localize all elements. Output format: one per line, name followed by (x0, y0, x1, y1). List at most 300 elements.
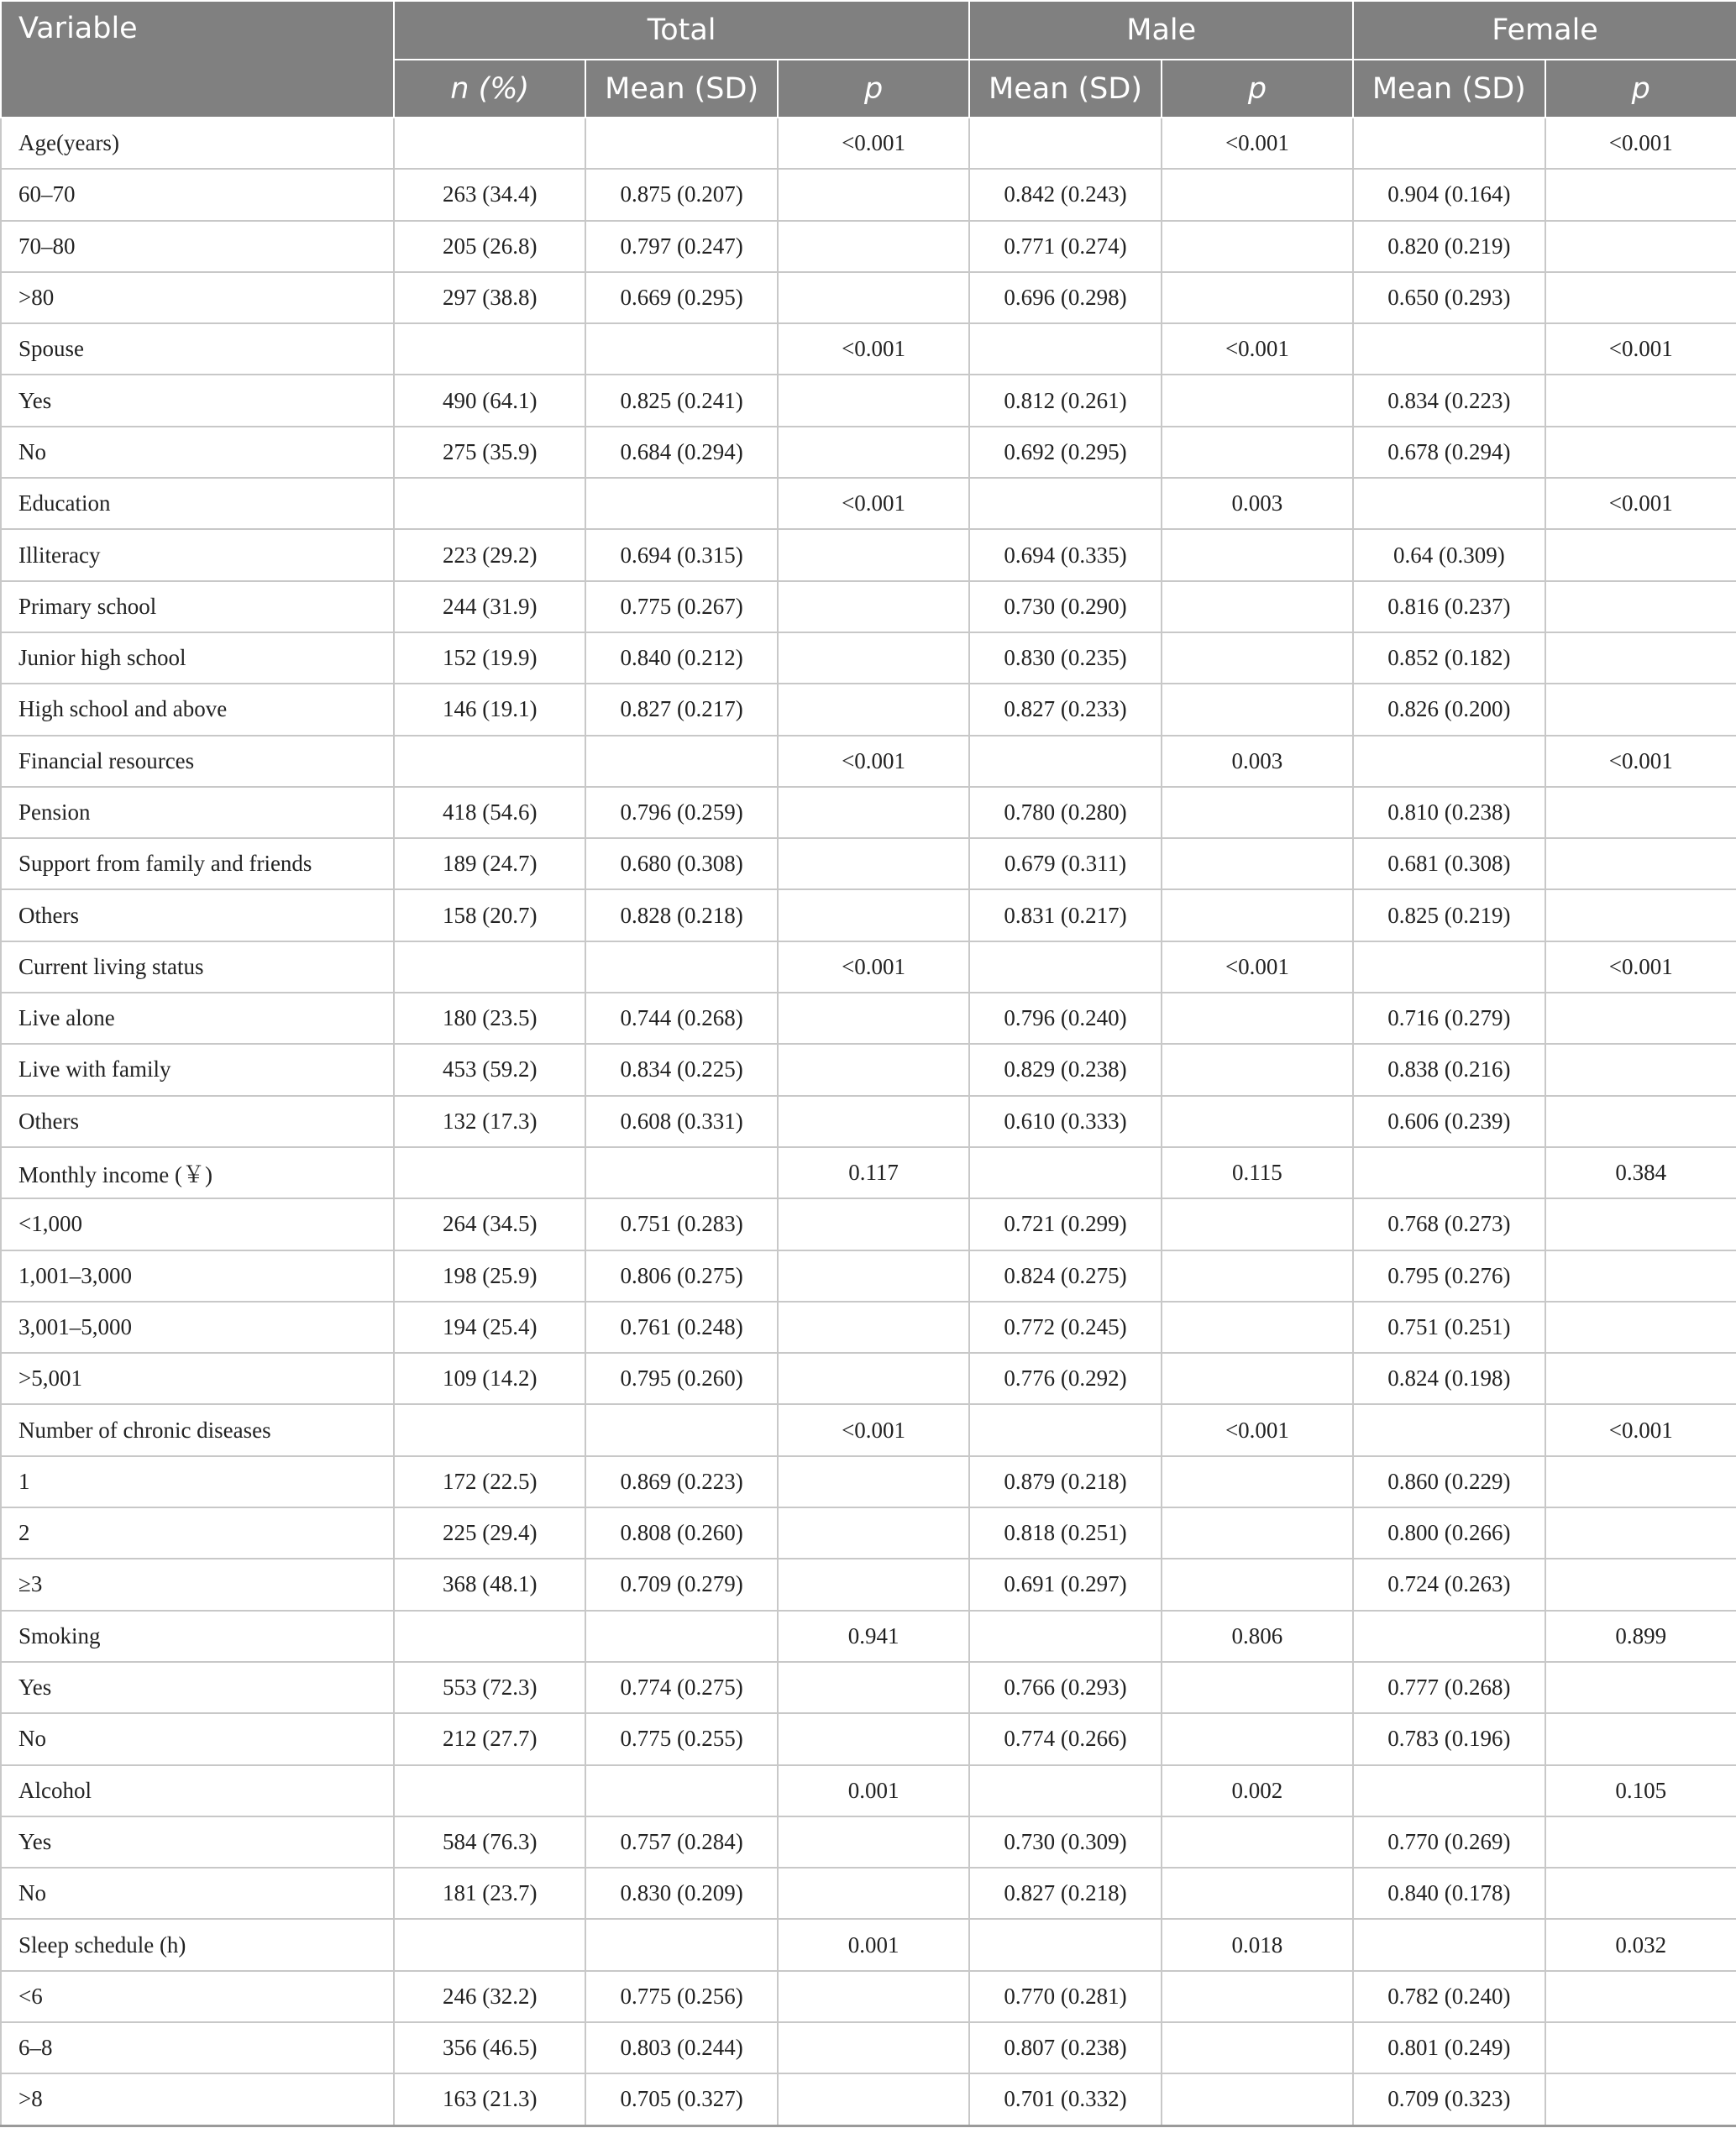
variable-cell: 60–70 (1, 169, 394, 220)
female-p-cell (1545, 1971, 1736, 2022)
female-mean-sd-cell: 0.860 (0.229) (1353, 1456, 1545, 1507)
female-p-cell (1545, 272, 1736, 323)
male-mean-sd-cell: 0.879 (0.218) (969, 1456, 1161, 1507)
female-p-cell (1545, 581, 1736, 632)
total-p-cell (778, 787, 969, 838)
female-p-cell (1545, 889, 1736, 941)
total-p-cell (778, 581, 969, 632)
subheader-n-percent: n (%) (394, 60, 585, 118)
table-row (1, 1456, 1736, 1507)
variable-cell: High school and above (1, 684, 394, 735)
total-mean-sd-cell: 0.751 (0.283) (585, 1198, 777, 1250)
variable-cell: <6 (1, 1971, 394, 2022)
female-mean-sd-cell (1353, 1147, 1545, 1198)
female-mean-sd-cell: 0.826 (0.200) (1353, 684, 1545, 735)
male-p-cell (1162, 427, 1353, 478)
female-p-cell: <0.001 (1545, 323, 1736, 375)
table-row (1, 375, 1736, 426)
table-row (1, 684, 1736, 735)
variable-cell: Junior high school (1, 632, 394, 684)
variable-cell: Illiteracy (1, 529, 394, 580)
total-p-cell (778, 889, 969, 941)
female-p-cell (1545, 1507, 1736, 1559)
variable-cell: Primary school (1, 581, 394, 632)
total-p-cell: 0.001 (778, 1765, 969, 1816)
n-percent-cell: 198 (25.9) (394, 1250, 585, 1302)
female-mean-sd-cell: 0.768 (0.273) (1353, 1198, 1545, 1250)
female-mean-sd-cell: 0.64 (0.309) (1353, 529, 1545, 580)
female-mean-sd-cell: 0.820 (0.219) (1353, 221, 1545, 272)
female-group-header: Female (1353, 1, 1736, 60)
variable-cell: 2 (1, 1507, 394, 1559)
female-p-cell (1545, 221, 1736, 272)
male-mean-sd-cell: 0.770 (0.281) (969, 1971, 1161, 2022)
female-p-cell (1545, 529, 1736, 580)
male-mean-sd-cell: 0.812 (0.261) (969, 375, 1161, 426)
male-p-cell (1162, 1096, 1353, 1147)
female-p-cell: 0.384 (1545, 1147, 1736, 1198)
female-mean-sd-cell: 0.716 (0.279) (1353, 993, 1545, 1044)
male-p-cell (1162, 1456, 1353, 1507)
total-mean-sd-cell: 0.795 (0.260) (585, 1353, 777, 1404)
subheader-female-mean-sd: Mean (SD) (1353, 60, 1545, 118)
female-mean-sd-cell: 0.904 (0.164) (1353, 169, 1545, 220)
total-mean-sd-cell (585, 1765, 777, 1816)
n-percent-cell: 264 (34.5) (394, 1198, 585, 1250)
female-p-cell (1545, 1816, 1736, 1868)
total-p-cell: <0.001 (778, 1404, 969, 1455)
female-mean-sd-cell (1353, 118, 1545, 169)
total-mean-sd-cell: 0.796 (0.259) (585, 787, 777, 838)
male-mean-sd-cell: 0.807 (0.238) (969, 2022, 1161, 2073)
total-p-cell (778, 427, 969, 478)
female-p-cell (1545, 1456, 1736, 1507)
variable-column-header: Variable (1, 1, 394, 118)
female-mean-sd-cell: 0.800 (0.266) (1353, 1507, 1545, 1559)
total-mean-sd-cell (585, 941, 777, 993)
female-p-cell: <0.001 (1545, 736, 1736, 787)
variable-cell: Live with family (1, 1044, 394, 1095)
total-p-cell (778, 1250, 969, 1302)
n-percent-cell: 180 (23.5) (394, 993, 585, 1044)
male-p-cell (1162, 787, 1353, 838)
male-mean-sd-cell: 0.679 (0.311) (969, 838, 1161, 889)
total-p-cell (778, 1971, 969, 2022)
n-percent-cell (394, 941, 585, 993)
male-mean-sd-cell (969, 1611, 1161, 1662)
n-percent-cell (394, 1919, 585, 1970)
table-row (1, 118, 1736, 169)
variable-cell: >80 (1, 272, 394, 323)
male-mean-sd-cell: 0.691 (0.297) (969, 1559, 1161, 1610)
male-mean-sd-cell: 0.774 (0.266) (969, 1713, 1161, 1764)
variable-cell: Number of chronic diseases (1, 1404, 394, 1455)
female-mean-sd-cell: 0.825 (0.219) (1353, 889, 1545, 941)
male-p-cell (1162, 684, 1353, 735)
total-mean-sd-cell: 0.709 (0.279) (585, 1559, 777, 1610)
n-percent-cell (394, 1611, 585, 1662)
female-p-cell (1545, 1250, 1736, 1302)
variable-cell: <1,000 (1, 1198, 394, 1250)
female-p-cell: <0.001 (1545, 941, 1736, 993)
male-mean-sd-cell: 0.730 (0.290) (969, 581, 1161, 632)
female-p-cell (1545, 787, 1736, 838)
total-mean-sd-cell: 0.869 (0.223) (585, 1456, 777, 1507)
female-p-cell (1545, 1713, 1736, 1764)
total-mean-sd-cell (585, 118, 777, 169)
female-p-cell: <0.001 (1545, 1404, 1736, 1455)
total-mean-sd-cell (585, 1147, 777, 1198)
total-mean-sd-cell (585, 478, 777, 529)
n-percent-cell: 146 (19.1) (394, 684, 585, 735)
female-p-cell (1545, 2022, 1736, 2073)
table-row (1, 1250, 1736, 1302)
female-p-cell: 0.899 (1545, 1611, 1736, 1662)
female-mean-sd-cell (1353, 478, 1545, 529)
total-mean-sd-cell: 0.827 (0.217) (585, 684, 777, 735)
female-mean-sd-cell: 0.816 (0.237) (1353, 581, 1545, 632)
variable-cell: 1,001–3,000 (1, 1250, 394, 1302)
total-p-cell: <0.001 (778, 118, 969, 169)
n-percent-cell: 297 (38.8) (394, 272, 585, 323)
table-row (1, 838, 1736, 889)
n-percent-cell: 263 (34.4) (394, 169, 585, 220)
variable-cell: >5,001 (1, 1353, 394, 1404)
female-mean-sd-cell: 0.824 (0.198) (1353, 1353, 1545, 1404)
total-mean-sd-cell: 0.775 (0.267) (585, 581, 777, 632)
female-mean-sd-cell: 0.606 (0.239) (1353, 1096, 1545, 1147)
male-p-cell: <0.001 (1162, 118, 1353, 169)
total-p-cell (778, 2073, 969, 2125)
male-mean-sd-cell (969, 118, 1161, 169)
n-percent-cell: 223 (29.2) (394, 529, 585, 580)
total-mean-sd-cell: 0.875 (0.207) (585, 169, 777, 220)
female-p-cell (1545, 1662, 1736, 1713)
male-p-cell (1162, 632, 1353, 684)
total-mean-sd-cell: 0.694 (0.315) (585, 529, 777, 580)
total-mean-sd-cell: 0.775 (0.255) (585, 1713, 777, 1764)
female-p-cell (1545, 427, 1736, 478)
total-p-cell (778, 1662, 969, 1713)
female-mean-sd-cell: 0.678 (0.294) (1353, 427, 1545, 478)
female-mean-sd-cell: 0.783 (0.196) (1353, 1713, 1545, 1764)
table-body (1, 118, 1736, 2125)
total-p-cell (778, 1559, 969, 1610)
male-p-cell (1162, 581, 1353, 632)
male-mean-sd-cell: 0.830 (0.235) (969, 632, 1161, 684)
female-mean-sd-cell: 0.724 (0.263) (1353, 1559, 1545, 1610)
n-percent-cell (394, 1147, 585, 1198)
female-mean-sd-cell: 0.709 (0.323) (1353, 2073, 1545, 2125)
table-row (1, 736, 1736, 787)
male-p-cell: 0.018 (1162, 1919, 1353, 1970)
total-p-cell (778, 221, 969, 272)
male-p-cell (1162, 1302, 1353, 1353)
female-mean-sd-cell: 0.777 (0.268) (1353, 1662, 1545, 1713)
total-mean-sd-cell: 0.684 (0.294) (585, 427, 777, 478)
male-p-cell (1162, 1662, 1353, 1713)
total-mean-sd-cell: 0.757 (0.284) (585, 1816, 777, 1868)
total-p-cell (778, 2022, 969, 2073)
total-mean-sd-cell: 0.680 (0.308) (585, 838, 777, 889)
total-mean-sd-cell (585, 323, 777, 375)
n-percent-cell: 109 (14.2) (394, 1353, 585, 1404)
total-p-cell (778, 1353, 969, 1404)
female-p-cell: 0.032 (1545, 1919, 1736, 1970)
female-mean-sd-cell: 0.838 (0.216) (1353, 1044, 1545, 1095)
table-row (1, 1198, 1736, 1250)
n-percent-cell: 453 (59.2) (394, 1044, 585, 1095)
total-mean-sd-cell: 0.825 (0.241) (585, 375, 777, 426)
variable-cell: Yes (1, 375, 394, 426)
total-mean-sd-cell: 0.830 (0.209) (585, 1868, 777, 1919)
male-p-cell (1162, 889, 1353, 941)
total-p-cell: 0.117 (778, 1147, 969, 1198)
table-row (1, 1044, 1736, 1095)
n-percent-cell (394, 736, 585, 787)
table-row (1, 1868, 1736, 1919)
table-row (1, 478, 1736, 529)
male-mean-sd-cell: 0.827 (0.218) (969, 1868, 1161, 1919)
male-mean-sd-cell: 0.824 (0.275) (969, 1250, 1161, 1302)
male-p-cell (1162, 1198, 1353, 1250)
table-row (1, 221, 1736, 272)
total-p-cell (778, 375, 969, 426)
variable-cell: Yes (1, 1816, 394, 1868)
male-mean-sd-cell (969, 736, 1161, 787)
total-p-cell (778, 1096, 969, 1147)
total-mean-sd-cell: 0.608 (0.331) (585, 1096, 777, 1147)
male-mean-sd-cell (969, 478, 1161, 529)
male-mean-sd-cell: 0.696 (0.298) (969, 272, 1161, 323)
variable-cell: ≥3 (1, 1559, 394, 1610)
female-mean-sd-cell: 0.650 (0.293) (1353, 272, 1545, 323)
total-group-header: Total (394, 1, 969, 60)
female-p-cell (1545, 1302, 1736, 1353)
male-mean-sd-cell (969, 1147, 1161, 1198)
variable-cell: Others (1, 889, 394, 941)
subheader-male-p: p (1162, 60, 1353, 118)
male-mean-sd-cell: 0.818 (0.251) (969, 1507, 1161, 1559)
male-mean-sd-cell: 0.694 (0.335) (969, 529, 1161, 580)
table-row (1, 1713, 1736, 1764)
n-percent-cell: 356 (46.5) (394, 2022, 585, 2073)
table-row (1, 1353, 1736, 1404)
n-percent-cell (394, 118, 585, 169)
male-p-cell (1162, 221, 1353, 272)
total-p-cell: 0.001 (778, 1919, 969, 1970)
variable-cell: Alcohol (1, 1765, 394, 1816)
male-p-cell (1162, 1353, 1353, 1404)
n-percent-cell: 275 (35.9) (394, 427, 585, 478)
female-mean-sd-cell: 0.834 (0.223) (1353, 375, 1545, 426)
table-row (1, 1611, 1736, 1662)
female-mean-sd-cell (1353, 1611, 1545, 1662)
n-percent-cell: 194 (25.4) (394, 1302, 585, 1353)
female-p-cell: 0.105 (1545, 1765, 1736, 1816)
male-p-cell (1162, 1713, 1353, 1764)
male-mean-sd-cell (969, 1919, 1161, 1970)
male-p-cell (1162, 1507, 1353, 1559)
female-p-cell: <0.001 (1545, 118, 1736, 169)
female-mean-sd-cell (1353, 1919, 1545, 1970)
table-row (1, 1816, 1736, 1868)
female-p-cell (1545, 1096, 1736, 1147)
female-p-cell (1545, 1198, 1736, 1250)
total-p-cell: <0.001 (778, 941, 969, 993)
n-percent-cell: 246 (32.2) (394, 1971, 585, 2022)
female-p-cell (1545, 1868, 1736, 1919)
variable-cell: Others (1, 1096, 394, 1147)
female-p-cell (1545, 993, 1736, 1044)
male-mean-sd-cell: 0.701 (0.332) (969, 2073, 1161, 2125)
total-p-cell (778, 1198, 969, 1250)
total-p-cell: 0.941 (778, 1611, 969, 1662)
table-row (1, 1662, 1736, 1713)
n-percent-cell: 205 (26.8) (394, 221, 585, 272)
total-p-cell (778, 838, 969, 889)
male-mean-sd-cell: 0.692 (0.295) (969, 427, 1161, 478)
n-percent-cell: 584 (76.3) (394, 1816, 585, 1868)
female-mean-sd-cell: 0.852 (0.182) (1353, 632, 1545, 684)
total-p-cell (778, 1868, 969, 1919)
n-percent-cell (394, 1765, 585, 1816)
male-mean-sd-cell (969, 323, 1161, 375)
female-mean-sd-cell (1353, 941, 1545, 993)
male-p-cell: 0.003 (1162, 736, 1353, 787)
female-p-cell: <0.001 (1545, 478, 1736, 529)
table-row (1, 1559, 1736, 1610)
table-row (1, 581, 1736, 632)
total-p-cell (778, 1456, 969, 1507)
male-p-cell: <0.001 (1162, 1404, 1353, 1455)
table-row (1, 787, 1736, 838)
female-p-cell (1545, 2073, 1736, 2125)
variable-cell: Education (1, 478, 394, 529)
male-p-cell (1162, 1250, 1353, 1302)
male-p-cell (1162, 375, 1353, 426)
male-mean-sd-cell: 0.827 (0.233) (969, 684, 1161, 735)
total-p-cell (778, 529, 969, 580)
total-mean-sd-cell: 0.797 (0.247) (585, 221, 777, 272)
n-percent-cell: 368 (48.1) (394, 1559, 585, 1610)
female-p-cell (1545, 684, 1736, 735)
male-p-cell (1162, 1559, 1353, 1610)
female-mean-sd-cell: 0.782 (0.240) (1353, 1971, 1545, 2022)
total-mean-sd-cell (585, 1919, 777, 1970)
male-p-cell: 0.115 (1162, 1147, 1353, 1198)
table-row (1, 169, 1736, 220)
total-p-cell (778, 1816, 969, 1868)
male-p-cell: 0.806 (1162, 1611, 1353, 1662)
variable-cell: Support from family and friends (1, 838, 394, 889)
male-p-cell: 0.002 (1162, 1765, 1353, 1816)
female-mean-sd-cell: 0.795 (0.276) (1353, 1250, 1545, 1302)
male-mean-sd-cell: 0.842 (0.243) (969, 169, 1161, 220)
female-p-cell (1545, 1044, 1736, 1095)
female-mean-sd-cell: 0.770 (0.269) (1353, 1816, 1545, 1868)
total-mean-sd-cell (585, 736, 777, 787)
n-percent-cell: 490 (64.1) (394, 375, 585, 426)
total-mean-sd-cell: 0.761 (0.248) (585, 1302, 777, 1353)
variable-cell: 3,001–5,000 (1, 1302, 394, 1353)
n-percent-cell: 225 (29.4) (394, 1507, 585, 1559)
variable-cell: No (1, 427, 394, 478)
variable-cell: Smoking (1, 1611, 394, 1662)
variable-cell: Sleep schedule (h) (1, 1919, 394, 1970)
total-p-cell (778, 272, 969, 323)
variable-cell: >8 (1, 2073, 394, 2125)
variable-cell: Financial resources (1, 736, 394, 787)
variable-cell: Yes (1, 1662, 394, 1713)
variable-cell: Pension (1, 787, 394, 838)
male-mean-sd-cell: 0.771 (0.274) (969, 221, 1161, 272)
table-row (1, 941, 1736, 993)
male-p-cell (1162, 2073, 1353, 2125)
female-p-cell (1545, 375, 1736, 426)
variable-cell: 6–8 (1, 2022, 394, 2073)
n-percent-cell: 152 (19.9) (394, 632, 585, 684)
male-group-header: Male (969, 1, 1353, 60)
female-p-cell (1545, 169, 1736, 220)
total-mean-sd-cell: 0.806 (0.275) (585, 1250, 777, 1302)
female-mean-sd-cell: 0.801 (0.249) (1353, 2022, 1545, 2073)
total-p-cell: <0.001 (778, 736, 969, 787)
variable-cell: Live alone (1, 993, 394, 1044)
table-row (1, 1302, 1736, 1353)
n-percent-cell: 181 (23.7) (394, 1868, 585, 1919)
male-mean-sd-cell (969, 1404, 1161, 1455)
table-row (1, 2073, 1736, 2125)
table-row (1, 1147, 1736, 1198)
table-header (1, 1, 1736, 118)
female-mean-sd-cell: 0.840 (0.178) (1353, 1868, 1545, 1919)
n-percent-cell: 172 (22.5) (394, 1456, 585, 1507)
total-mean-sd-cell: 0.669 (0.295) (585, 272, 777, 323)
female-p-cell (1545, 1559, 1736, 1610)
total-mean-sd-cell: 0.803 (0.244) (585, 2022, 777, 2073)
male-p-cell (1162, 169, 1353, 220)
male-mean-sd-cell: 0.772 (0.245) (969, 1302, 1161, 1353)
total-p-cell (778, 684, 969, 735)
n-percent-cell: 212 (27.7) (394, 1713, 585, 1764)
table-row (1, 1404, 1736, 1455)
total-mean-sd-cell: 0.744 (0.268) (585, 993, 777, 1044)
total-p-cell: <0.001 (778, 478, 969, 529)
table-row (1, 1765, 1736, 1816)
variable-cell: No (1, 1713, 394, 1764)
male-mean-sd-cell: 0.721 (0.299) (969, 1198, 1161, 1250)
n-percent-cell (394, 478, 585, 529)
male-p-cell (1162, 993, 1353, 1044)
male-p-cell: 0.003 (1162, 478, 1353, 529)
total-mean-sd-cell (585, 1611, 777, 1662)
male-p-cell (1162, 1971, 1353, 2022)
subheader-total-mean-sd: Mean (SD) (585, 60, 777, 118)
male-mean-sd-cell: 0.776 (0.292) (969, 1353, 1161, 1404)
variable-cell: Monthly income (￥) (1, 1147, 394, 1198)
male-mean-sd-cell: 0.831 (0.217) (969, 889, 1161, 941)
total-p-cell (778, 1044, 969, 1095)
table-row (1, 427, 1736, 478)
total-mean-sd-cell: 0.808 (0.260) (585, 1507, 777, 1559)
n-percent-cell (394, 1404, 585, 1455)
table-row (1, 272, 1736, 323)
total-mean-sd-cell: 0.774 (0.275) (585, 1662, 777, 1713)
female-mean-sd-cell (1353, 736, 1545, 787)
n-percent-cell: 132 (17.3) (394, 1096, 585, 1147)
male-p-cell: <0.001 (1162, 323, 1353, 375)
